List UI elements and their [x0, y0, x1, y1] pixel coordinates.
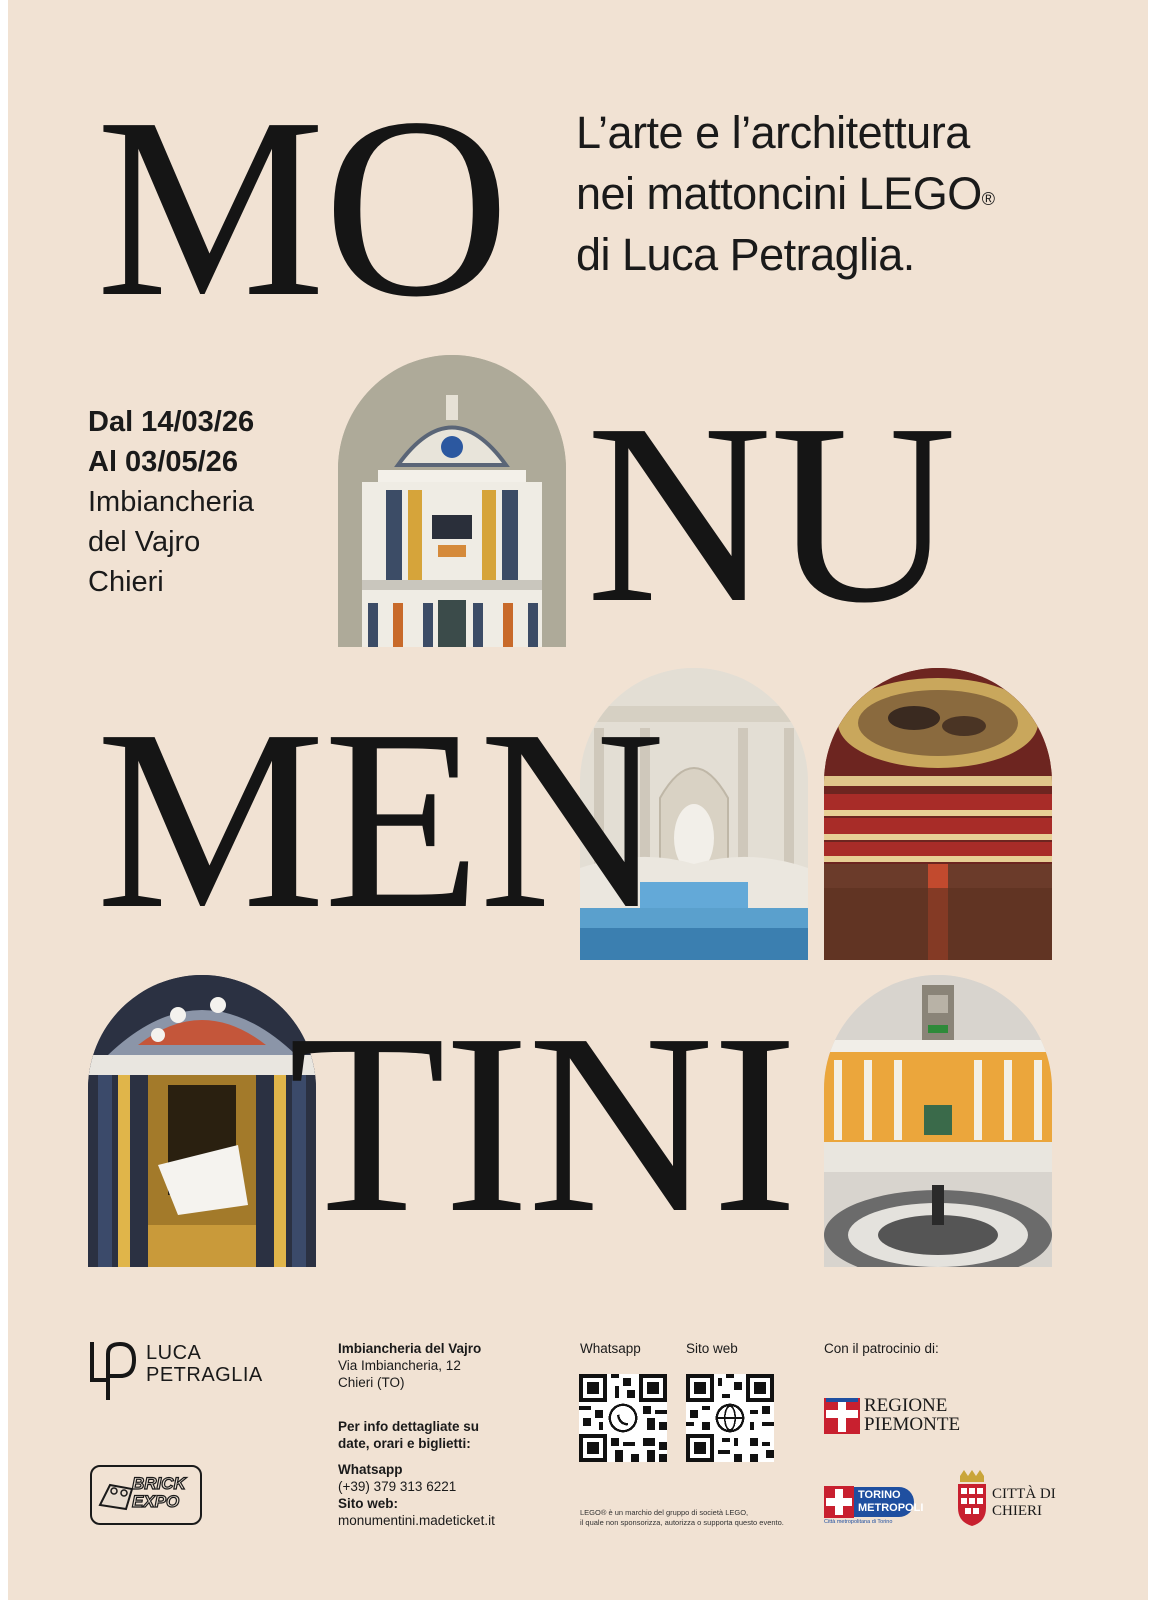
website-qr-code[interactable] — [686, 1374, 774, 1462]
chieri-line-1: CITTÀ DI — [992, 1486, 1056, 1502]
registered-mark: ® — [981, 189, 995, 209]
lp-monogram-icon — [88, 1340, 140, 1402]
regione-piemonte-logo — [824, 1395, 961, 1436]
baroque-altar-illustration — [88, 975, 316, 1267]
info-whatsapp-label: Whatsapp — [338, 1462, 403, 1477]
chieri-coat-of-arms-icon — [956, 1470, 988, 1526]
disclaimer-line-1: LEGO® è un marchio del gruppo di società LEGO, — [580, 1508, 749, 1517]
venue-city: Chieri — [88, 566, 164, 598]
regione-shield-icon — [824, 1398, 860, 1434]
subtitle — [576, 102, 1096, 285]
torino-metropoli-logo — [824, 1486, 954, 1528]
date-from — [88, 402, 318, 442]
chieri-line-2: CHIERI — [992, 1503, 1042, 1519]
logo-line-2: PETRAGLIA — [146, 1364, 263, 1386]
disclaimer-line-2: il quale non sponsorizza, autorizza o supporta questo evento. — [580, 1518, 784, 1527]
brick-expo-line-1: BRICK — [132, 1474, 186, 1493]
poster — [8, 0, 1148, 1600]
info-web-label: Sito web: — [338, 1496, 398, 1511]
opera-theatre-photo — [824, 668, 1052, 960]
title-line-men: MEN — [96, 676, 664, 962]
brick-icon — [96, 1479, 136, 1513]
venue-address — [338, 1340, 538, 1391]
regione-line-2: PIEMONTE — [864, 1414, 961, 1435]
whatsapp-qr-icon — [579, 1374, 667, 1462]
subtitle-line-1: L’arte e l’architettura — [576, 107, 970, 158]
contact-info — [338, 1418, 558, 1529]
citta-di-chieri-text — [992, 1486, 1056, 1520]
whatsapp-qr-code[interactable] — [579, 1374, 667, 1462]
torino-metropoli-text — [854, 1487, 924, 1517]
torino-shield-icon — [824, 1486, 854, 1518]
subtitle-line-3: di Luca Petraglia. — [576, 229, 915, 280]
qr-whatsapp-label: Whatsapp — [580, 1341, 641, 1356]
luca-petraglia-logo-text — [146, 1342, 263, 1386]
subtitle-line-2-text: nei mattoncini LEGO — [576, 168, 982, 219]
address-name: Imbiancheria del Vajro — [338, 1341, 482, 1356]
torino-line-1: TORINO — [858, 1489, 901, 1501]
address-street: Via Imbiancheria, 12 — [338, 1358, 461, 1373]
regione-line-1: REGIONE — [864, 1395, 948, 1416]
qr-web-label: Sito web — [686, 1341, 738, 1356]
event-info — [88, 402, 318, 602]
church-facade-photo — [338, 355, 566, 647]
opera-theatre-illustration — [824, 668, 1052, 960]
date-to-text: Al 03/05/26 — [88, 446, 238, 478]
title-line-mo: MO — [96, 64, 508, 350]
luca-petraglia-logo — [88, 1340, 278, 1400]
info-heading-2: date, orari e biglietti: — [338, 1436, 471, 1451]
patronage-label: Con il patrocinio di: — [824, 1341, 939, 1356]
torino-line-2: METROPOLI — [858, 1502, 924, 1514]
venue-line-2: del Vajro — [88, 526, 201, 558]
campidoglio-palace-illustration — [824, 975, 1052, 1267]
brick-expo-logo — [90, 1465, 202, 1525]
brick-expo-logo-text — [132, 1475, 186, 1511]
info-whatsapp-number: (+39) 379 313 6221 — [338, 1479, 457, 1494]
date-from-text: Dal 14/03/26 — [88, 406, 255, 438]
address-city: Chieri (TO) — [338, 1375, 405, 1390]
info-heading-1: Per info dettagliate su — [338, 1419, 480, 1434]
regione-piemonte-text — [864, 1396, 960, 1434]
brick-expo-line-2: EXPO — [132, 1492, 180, 1511]
logo-line-1: LUCA — [146, 1342, 202, 1364]
citta-di-chieri-logo — [956, 1470, 1056, 1530]
date-to — [88, 442, 318, 482]
subtitle-line-2 — [576, 163, 1096, 224]
church-facade-illustration — [338, 355, 566, 647]
lego-disclaimer — [580, 1508, 820, 1528]
website-qr-icon — [686, 1374, 774, 1462]
title-line-nu: NU — [586, 370, 955, 656]
torino-metropoli-subtext: Città metropolitana di Torino — [824, 1519, 893, 1525]
info-web-url[interactable]: monumentini.madeticket.it — [338, 1513, 495, 1528]
baroque-altar-photo — [88, 975, 316, 1267]
title-line-tini: TINI — [288, 980, 796, 1266]
venue-line-1: Imbiancheria — [88, 486, 255, 518]
campidoglio-palace-photo — [824, 975, 1052, 1267]
